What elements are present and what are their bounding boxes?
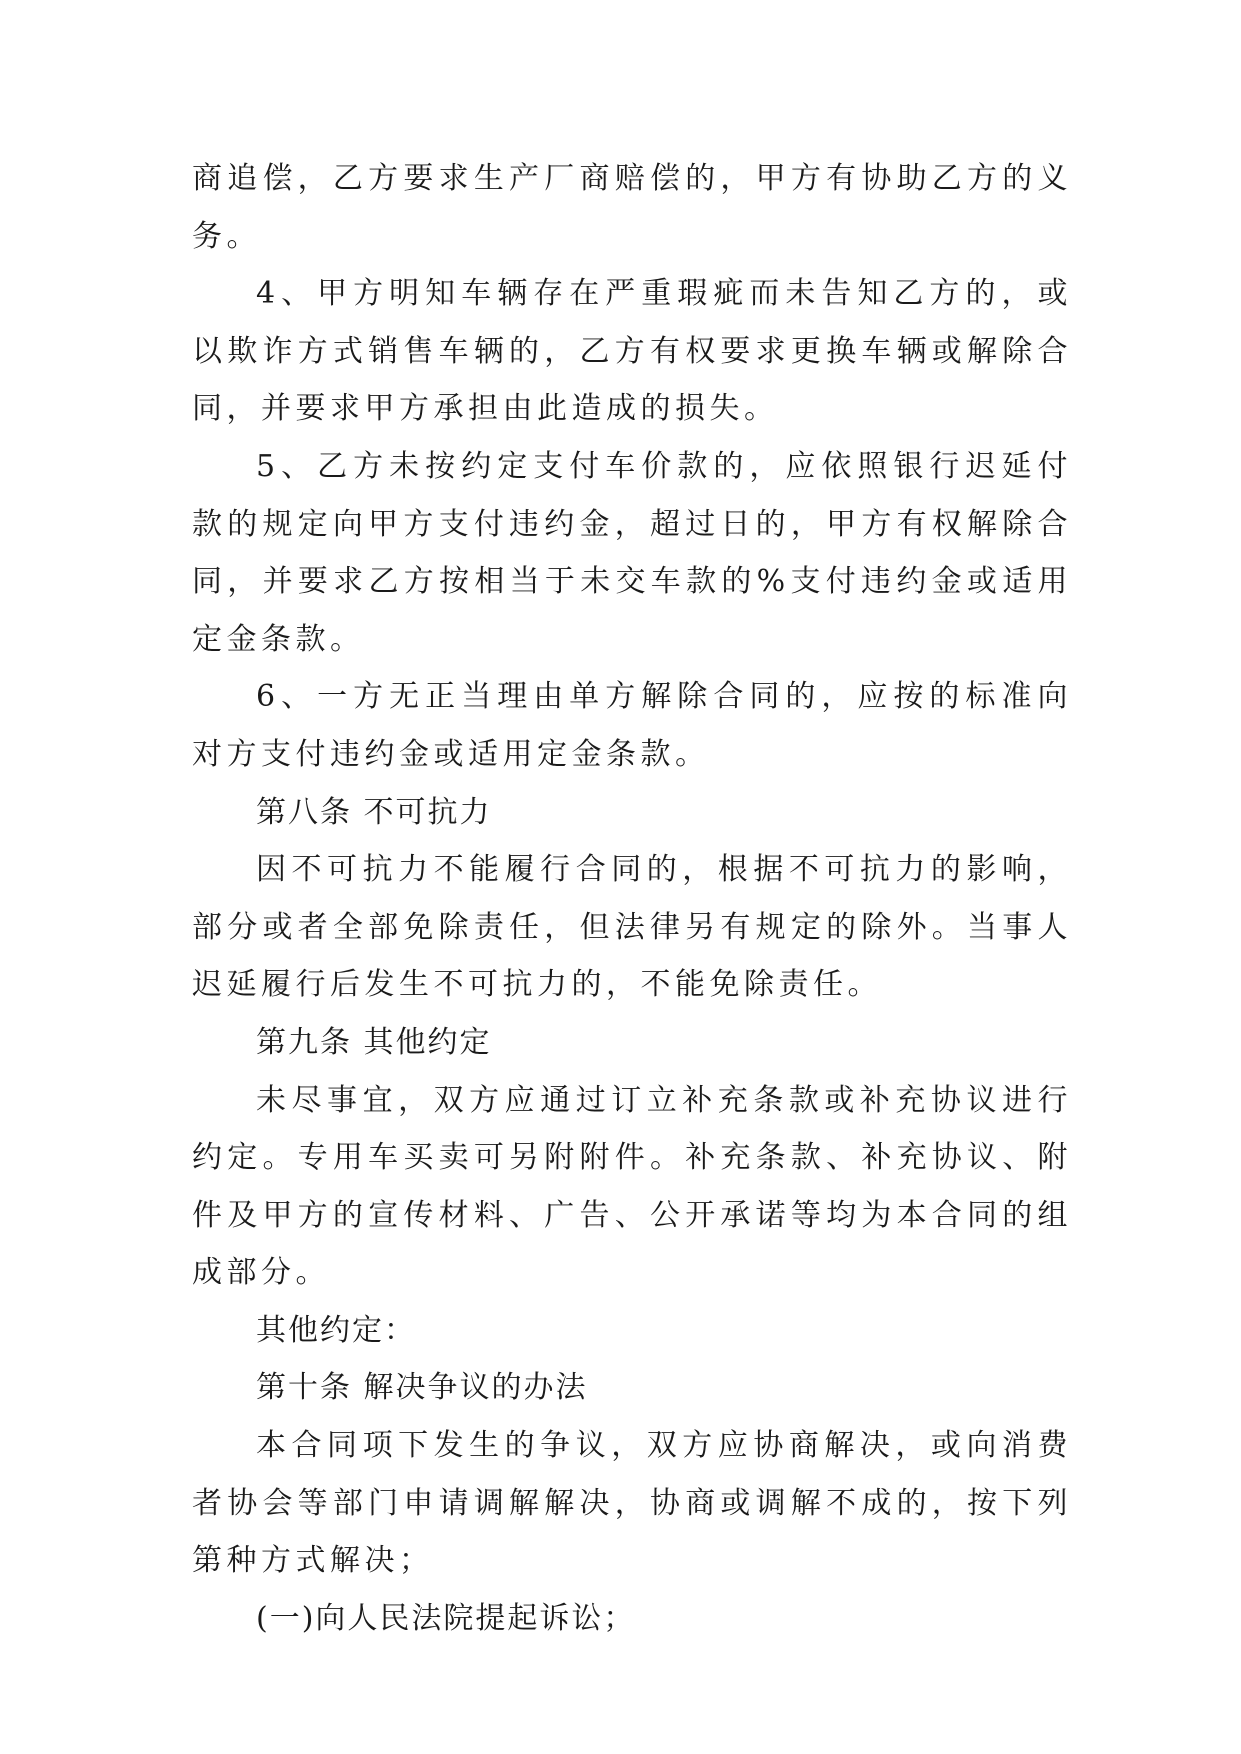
article-8-heading: 第八条 不可抗力: [256, 794, 492, 830]
document-body: [192, 150, 1072, 1647]
article-10-body: 本合同项下发生的争议，双方应协商解决，或向消费者协会等部门申请调解解决，协商或调解不成的，按下列第种方式解决；: [192, 1428, 1072, 1579]
other-agreements-label: 其他约定：: [256, 1312, 416, 1348]
article-9-body: 未尽事宜，双方应通过订立补充条款或补充协议进行约定。专用车买卖可另附附件。补充条款、补充协议、附件及甲方的宣传材料、广告、公开承诺等均为本合同的组成部分。: [192, 1082, 1072, 1291]
article-9-heading: 第九条 其他约定: [256, 1024, 492, 1060]
clause-5: 5、乙方未按约定支付车价款的，应依照银行迟延付款的规定向甲方支付违约金，超过日的，甲方有权解除合同，并要求乙方按相当于未交车款的%支付违约金或适用定金条款。: [192, 448, 1072, 657]
article-10-heading: 第十条 解决争议的办法: [256, 1370, 588, 1406]
clause-6: 6、一方无正当理由单方解除合同的，应按的标准向对方支付违约金或适用定金条款。: [192, 679, 1072, 772]
paragraph-continuation: 商追偿，乙方要求生产厂商赔偿的，甲方有协助乙方的义务。: [192, 161, 1072, 254]
clause-4: 4、甲方明知车辆存在严重瑕疵而未告知乙方的，或以欺诈方式销售车辆的，乙方有权要求更换车辆或解除合同，并要求甲方承担由此造成的损失。: [192, 276, 1072, 427]
option-1-litigation: (一)向人民法院提起诉讼；: [256, 1600, 636, 1636]
article-8-body: 因不可抗力不能履行合同的，根据不可抗力的影响，部分或者全部免除责任，但法律另有规定的除外。当事人迟延履行后发生不可抗力的，不能免除责任。: [192, 852, 1072, 1003]
